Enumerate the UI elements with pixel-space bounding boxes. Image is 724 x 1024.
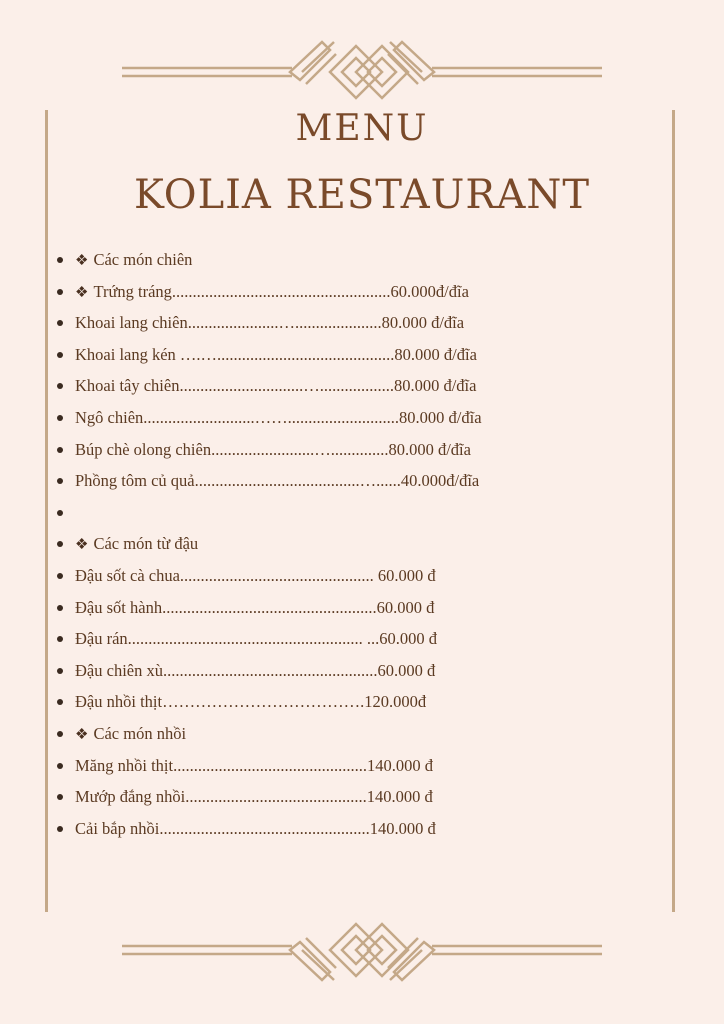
list-item: ❖ Trứng tráng.....................................................60.000đ/đĩa: [55, 276, 615, 308]
list-item: Khoai lang kén ….…...........................................80.000 đ/đĩa: [55, 339, 615, 371]
list-item: [55, 497, 615, 529]
diamond-bullet-icon: ❖: [75, 253, 89, 269]
list-item: Đậu rán......................................................... ...60.000 đ: [55, 623, 615, 655]
menu-list: [55, 244, 615, 844]
diamond-bullet-icon: ❖: [75, 537, 89, 554]
list-item: ❖ Các món nhồi: [55, 718, 615, 750]
list-item: Đậu sốt cà chua............................................... 60.000 đ: [55, 560, 615, 592]
diamond-bullet-icon: ❖: [75, 284, 89, 301]
list-item: Mướp đắng nhồi............................................140.000 đ: [55, 781, 615, 813]
list-item: ❖ Các món từ đậu: [55, 528, 615, 560]
list-item: Khoai lang chiên......................….....................80.000 đ/đĩa: [55, 307, 615, 339]
list-item: Cải bắp nhồi...................................................140.000 đ: [55, 813, 615, 845]
list-item: Đậu chiên xù....................................................60.000 đ: [55, 655, 615, 687]
list-item: Đậu nhồi thịt……………………………….120.000đ: [55, 686, 615, 718]
list-item: Khoai tây chiên..............................…..................80.000 đ/đĩa: [55, 370, 615, 402]
list-item: ❖ Các món chiên: [55, 244, 615, 276]
list-item: Măng nhồi thịt...............................................140.000 đ: [55, 750, 615, 782]
menu-title: MENU: [295, 108, 429, 149]
list-item: Phồng tôm củ quả........................................…......40.000đ/đĩa: [55, 465, 615, 497]
art-deco-ornament-bottom: [0, 912, 724, 992]
art-deco-ornament-top: [0, 30, 724, 110]
list-item: Đậu sốt hành....................................................60.000 đ: [55, 592, 615, 624]
diamond-bullet-icon: ❖: [75, 726, 89, 743]
restaurant-name: KOLIA RESTAURANT: [133, 172, 591, 218]
list-item: Búp chè olong chiên.........................…..............80.000 đ/đĩa: [55, 434, 615, 466]
list-item: Ngô chiên...........................……...........................80.000 đ/đĩa: [55, 402, 615, 434]
